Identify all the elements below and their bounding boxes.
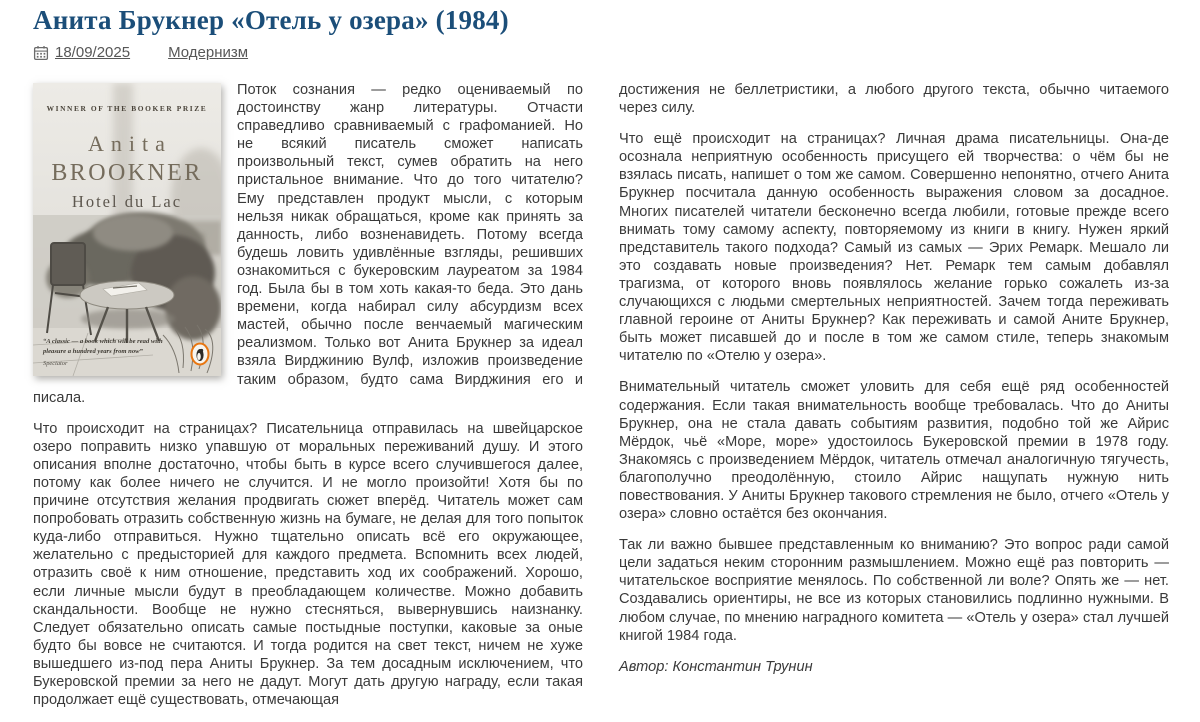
article-paragraph: Так ли важно бывшее представленным ко вниманию? Это вопрос ради самой цели задаться неким сторонним размышлением. Можно ещё раз повторить — читательское восприятие менялось. По собственной ли воле? Опять же — нет. Создавались ориентиры, не все из которых становились подлинно нужными. В любом случае, по мнению наградного комитета — «Отель у озера» стал лучшей книгой 1984 года.	[619, 537, 1169, 644]
article-column-right	[619, 81, 1169, 722]
author-line: Автор: Константин Трунин	[619, 658, 813, 675]
article-paragraph: Что происходит на страницах? Писательница отправилась на швейцарское озеро поправить низко упавшую от моральных переживаний душу. И этого описания вполне достаточно, чтобы быть в курсе всего случившегося далее, потому как более ничего не случится. И не могло произойти! Хотя бы по причине отсутствия желания продвигать сюжет вперёд. Читатель может сам попробовать отразить собственную жизнь на бумаге, не делая для того попыток куда-либо отправиться. Нужно тщательно описать всё его окружающее, желательно с предысторией для каждого предмета. Вспомнить всех людей, отразить своё к ним отношение, представить ход их соображений. Хорошо, если личные мысли будут в преобладающем количестве. Можно добавить скандальности. Вообще не нужно стесняться, вывернувшись наизнанку. Следует обязательно описать самые постыдные поступки, каковые за оные будто бы вовсе не считаются. И тогда родится на свет текст, ничем не хуже вышедшего из-под пера Аниты Брукнер. За тем досадным исключением, что Букеровской премии за него не дадут. Могут дать другую награду, если такая продолжает ещё существовать, отмечающая	[33, 420, 583, 709]
article-paragraph: достижения не беллетристики, а любого другого текста, обычно читаемого через силу.	[619, 82, 1169, 117]
cover-book-title: Hotel du Lac	[71, 192, 183, 211]
cover-author-last: BROOKNER	[51, 160, 203, 186]
cover-quote-line2: pleasure a hundred years from now”	[43, 348, 143, 355]
article-column-left	[33, 81, 583, 722]
post-meta	[33, 44, 1169, 61]
post-date-link[interactable]: 18/09/2025	[55, 44, 131, 61]
article-body	[33, 81, 1169, 722]
article-paragraph: Поток сознания — редко оцениваемый по достоинству жанр литературы. Отчасти справедливо сравниваемый с графоманией. Но не всякий писатель сможет написать произвольный текст, сумев обратить на него пристальное внимание. Что до того читателю? Ему представлен продукт мысли, с которым нельзя никак обращаться, кроме как принять за данность, либо возненавидеть. Потому всегда будешь ловить удивлённые взгляды, решивших ознакомиться с букеровским лауреатом за 1984 год. Была бы в том хоть какая-то беда. Это дань времени, когда набирал силу абсурдизм всех мастей, обычно после венчаемый магическим реализмом. Только вот Анита Брукнер за идеал взяла Вирджинию Вулф, изложив произведение таким образом, будто сама Вирджиния его и писала.	[33, 82, 583, 406]
calendar-icon	[33, 45, 49, 61]
cover-quote-source: Spectator	[43, 360, 68, 367]
category-link[interactable]: Модернизм	[168, 44, 249, 61]
page-title: Анита Брукнер «Отель у озера» (1984)	[33, 5, 509, 35]
cover-author-first: Anita	[88, 131, 172, 156]
cover-tagline: WINNER OF THE BOOKER PRIZE	[46, 104, 208, 113]
penguin-logo	[192, 344, 209, 365]
article-paragraph: Что ещё происходит на страницах? Личная драма писательницы. Она-де осознала неприятную особенность присущего ей творчества: о чём бы не взялась писать, напишет о том же самом. Совершенно непонятно, отчего Анита Брукнер посчитала данную особенность выражения словом за досадное. Многих писателей читатели бесконечно всегда любили, готовые прежде всего внимать тому самому аспекту, повторяемому из книги в книгу. Нужен яркий представитель такого подхода? Самый из самых — Эрих Ремарк. Мешало ли это создавать новые произведения? Нет. Ремарк тем самым добавлял трагизма, от которого вновь появлялось желание горько сожалеть из-за случающихся с людьми смертельных неприятностей. Зачем тогда переживать главной героине от Аниты Брукнер? Как переживать и самой Аните Брукнер, быть может писавшей до и после в том же самом стиле, теперь знакомым читателю по «Отелю у озера».	[619, 131, 1169, 365]
book-cover-image	[33, 83, 221, 376]
post-date	[33, 44, 130, 61]
cover-quote-line1: “A classic — a book which will be read with	[43, 338, 163, 345]
article-paragraph: Внимательный читатель сможет уловить для себя ещё ряд особенностей содержания. Если такая внимательность вообще требовалась. Что до Аниты Брукнер, она не стала давать событиям развития, подобно той же Айрис Мёрдок, чьё «Море, море» удостоилось Букеровской премии в 1978 году. Знакомясь с произведением Мёрдок, читатель отмечал аналогичную тягучесть, благополучно преодолённую, стоило Айрис нащупать нужную нить повествования. У Аниты Брукнер такового стремления не было, отчего «Отель у озера» словно остаётся без окончания.	[619, 379, 1169, 523]
